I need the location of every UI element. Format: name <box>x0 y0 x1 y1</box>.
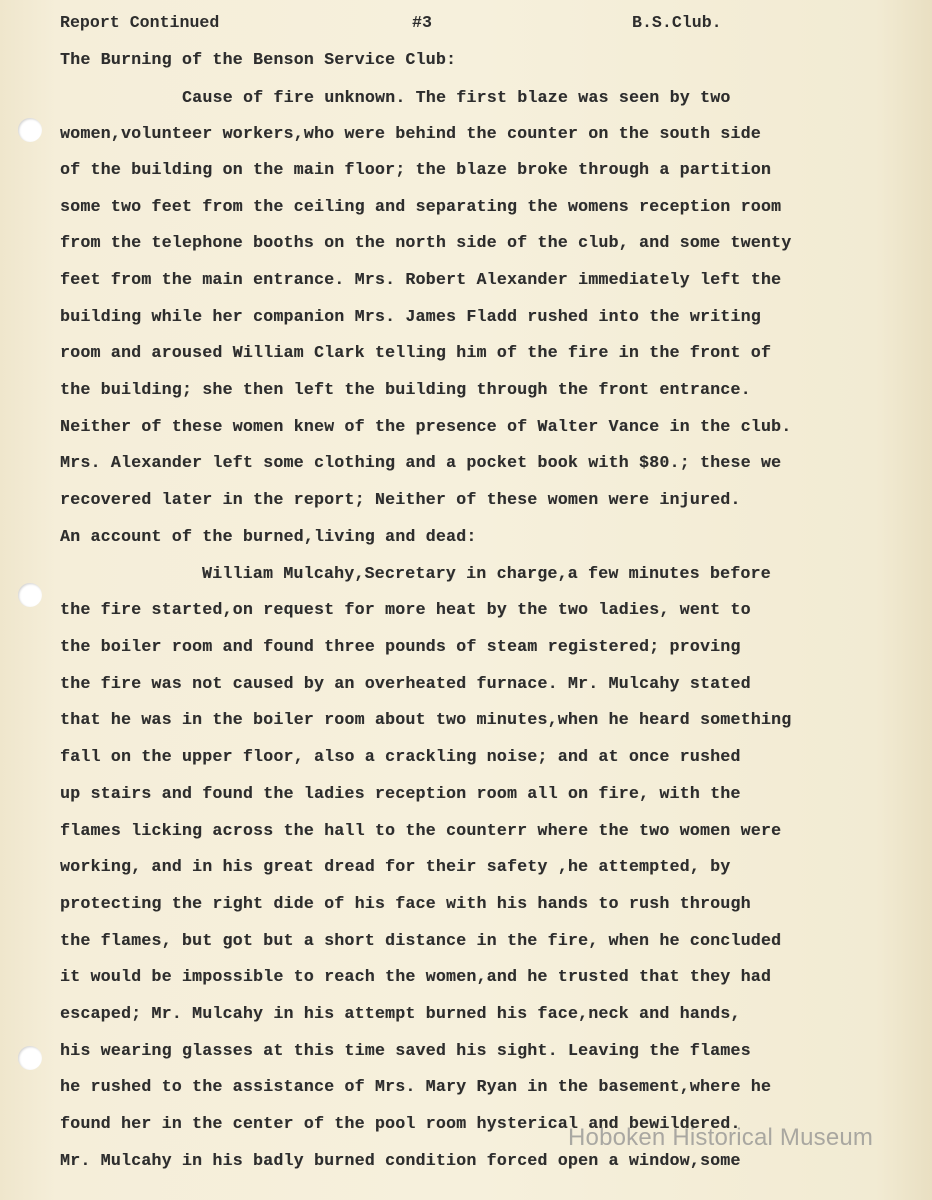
text-line: working, and in his great dread for their safety ,he attempted, by <box>60 857 731 876</box>
text-line: found her in the center of the pool room hysterical and bewildered. <box>60 1114 741 1133</box>
text-line: the fire started,on request for more heat by the two ladies, went to <box>60 600 751 619</box>
text-line: women,volunteer workers,who were behind the counter on the south side <box>60 124 761 143</box>
text-line: it would be impossible to reach the women,and he trusted that they had <box>60 967 772 986</box>
text-line: fall on the upper floor, also a crackling noise; and at once rushed <box>60 747 741 766</box>
binder-hole-top <box>18 118 42 142</box>
text-line: Mrs. Alexander left some clothing and a pocket book with $80.; these we <box>60 453 782 472</box>
section-title: The Burning of the Benson Service Club: <box>60 50 457 69</box>
text-line: Mr. Mulcahy in his badly burned condition forced open a window,some <box>60 1151 741 1170</box>
text-line: up stairs and found the ladies reception room all on fire, with the <box>60 784 741 803</box>
text-line: the boiler room and found three pounds of steam registered; proving <box>60 637 741 656</box>
text-line: Neither of these women knew of the presence of Walter Vance in the club. <box>60 417 792 436</box>
text-line: that he was in the boiler room about two minutes,when he heard something <box>60 710 792 729</box>
header-right: B.S.Club. <box>632 13 722 32</box>
text-line: he rushed to the assistance of Mrs. Mary Ryan in the basement,where he <box>60 1077 772 1096</box>
text-line: protecting the right dide of his face with his hands to rush through <box>60 894 751 913</box>
text-line: Cause of fire unknown. The first blaze was seen by two <box>182 88 731 107</box>
page-number: #3 <box>412 13 432 32</box>
text-line: An account of the burned,living and dead: <box>60 527 477 546</box>
text-line: his wearing glasses at this time saved his sight. Leaving the flames <box>60 1041 751 1060</box>
text-line: flames licking across the hall to the counterr where the two women were <box>60 821 782 840</box>
text-line: from the telephone booths on the north side of the club, and some twenty <box>60 233 792 252</box>
text-line: building while her companion Mrs. James Fladd rushed into the writing <box>60 307 761 326</box>
binder-hole-middle <box>18 583 42 607</box>
text-line: the flames, but got but a short distance in the fire, when he concluded <box>60 931 782 950</box>
text-line: room and aroused William Clark telling him of the fire in the front of <box>60 343 772 362</box>
header-left: Report Continued <box>60 13 220 32</box>
text-line: recovered later in the report; Neither of these women were injured. <box>60 490 741 509</box>
text-line: of the building on the main floor; the blaze broke through a partition <box>60 160 772 179</box>
watermark: Hoboken Historical Museum <box>568 1124 874 1151</box>
binder-hole-bottom <box>18 1046 42 1070</box>
text-line: escaped; Mr. Mulcahy in his attempt burned his face,neck and hands, <box>60 1004 741 1023</box>
text-line: the building; she then left the building through the front entrance. <box>60 380 751 399</box>
text-line: the fire was not caused by an overheated furnace. Mr. Mulcahy stated <box>60 674 751 693</box>
text-line: some two feet from the ceiling and separating the womens reception room <box>60 197 782 216</box>
text-line: William Mulcahy,Secretary in charge,a few minutes before <box>202 564 771 583</box>
text-line: feet from the main entrance. Mrs. Robert Alexander immediately left the <box>60 270 782 289</box>
